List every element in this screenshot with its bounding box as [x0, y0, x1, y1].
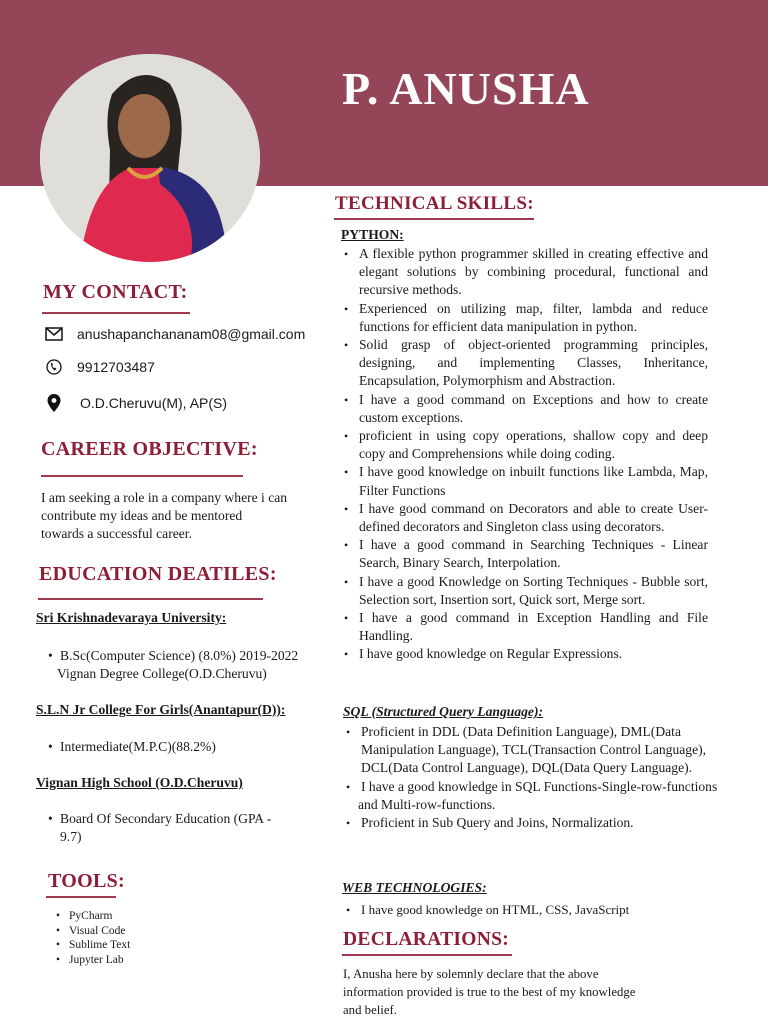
profile-photo — [40, 54, 260, 262]
web-skill-item: • I have good knowledge on HTML, CSS, JavaScript — [346, 901, 726, 919]
python-skill-list — [344, 245, 708, 664]
sql-subheading: SQL (Structured Query Language): — [343, 704, 544, 719]
contact-phone[interactable]: 9912703487 — [77, 359, 155, 375]
python-skill-item: • I have good knowledge on inbuilt functions like Lambda, Map, Filter Functions — [344, 463, 708, 499]
declarations-heading: DECLARATIONS: — [343, 929, 510, 950]
education-detail: • B.Sc(Computer Science) (8.0%) 2019-2022 Vignan Degree College(O.D.Cheruvu) — [60, 647, 340, 683]
python-skill-item: • I have good command on Decorators and able to create User-defined decorators and Singleton class using decorators. — [344, 500, 708, 536]
tool-item: • Visual Code — [56, 924, 130, 939]
mail-icon — [44, 324, 64, 344]
education-detail: • Board Of Secondary Education (GPA - 9.7) — [60, 810, 310, 846]
education-school: Sri Krishnadevaraya University: — [36, 610, 227, 625]
sql-skill-item: • Proficient in DDL (Data Definition Language), DML(Data Manipulation Language), TCL(Transaction Control Language), DCL(Data Control Language), DQL(Data Query Language). — [346, 723, 726, 778]
sql-skill-list — [346, 723, 726, 832]
contact-email[interactable]: anushapanchananam08@gmail.com — [77, 326, 306, 342]
declaration-text — [343, 965, 703, 1020]
education-line: Vignan Degree College(O.D.Cheruvu) — [57, 666, 267, 682]
skills-heading: TECHNICAL SKILLS: — [335, 193, 534, 214]
tools-heading-rule — [46, 896, 116, 898]
declarations-heading-rule — [342, 954, 512, 956]
education-detail: • Intermediate(M.P.C)(88.2%) — [60, 738, 340, 756]
education-line: Board Of Secondary Education (GPA - — [60, 811, 272, 826]
career-heading-rule — [41, 475, 243, 477]
python-subheading: PYTHON: — [341, 227, 404, 242]
candidate-name: P. ANUSHA — [342, 63, 590, 114]
sql-skill-item: • Proficient in Sub Query and Joins, Normalization. — [346, 814, 726, 832]
education-line: Intermediate(M.P.C)(88.2%) — [60, 739, 216, 754]
career-heading: CAREER OBJECTIVE: — [41, 438, 258, 460]
tool-item: • Sublime Text — [56, 938, 130, 953]
tool-item: • PyCharm — [56, 909, 130, 924]
declaration-line: information provided is true to the best of my knowledge — [343, 985, 636, 1000]
python-skill-item: • I have a good command on Exceptions and how to create custom exceptions. — [344, 391, 708, 427]
contact-phone-row — [44, 357, 155, 377]
education-line: B.Sc(Computer Science) (8.0%) 2019-2022 — [60, 648, 299, 663]
web-skill-list — [346, 901, 726, 919]
tools-list — [56, 909, 130, 967]
declaration-line: I, Anusha here by solemnly declare that the above — [343, 967, 599, 981]
education-school: Vignan High School (O.D.Cheruvu) — [36, 775, 243, 790]
career-line: towards a successful career. — [41, 526, 192, 542]
python-skill-item: • I have a good Knowledge on Sorting Techniques - Bubble sort, Selection sort, Insertion sort, Quick sort, Merge sort. — [344, 573, 708, 609]
sql-skill-continuation: and Multi-row-functions. — [358, 796, 496, 812]
python-skill-item: • Experienced on utilizing map, filter, lambda and reduce functions for efficient data manipulation in python. — [344, 300, 708, 336]
declaration-line: and belief. — [343, 1003, 398, 1018]
phone-icon — [44, 357, 64, 377]
career-line: contribute my ideas and be mentored — [41, 508, 243, 524]
location-pin-icon — [44, 393, 64, 413]
python-skill-item: • I have a good command in Searching Techniques - Linear Search, Binary Search, Interpolation. — [344, 536, 708, 572]
education-heading-rule — [38, 598, 263, 600]
career-objective-text — [41, 489, 341, 544]
tool-item: • Jupyter Lab — [56, 953, 130, 968]
python-skill-item: • proficient in using copy operations, shallow copy and deep copy and Comprehensions while doing coding. — [344, 427, 708, 463]
education-line: 9.7) — [60, 829, 82, 845]
python-skill-item: • I have a good command in Exception Handling and File Handling. — [344, 609, 708, 645]
career-line: I am seeking a role in a company where i can — [41, 490, 288, 505]
python-skill-item: • I have good knowledge on Regular Expressions. — [344, 645, 708, 663]
contact-heading: MY CONTACT: — [43, 281, 188, 303]
sql-skill-item: • I have a good knowledge in SQL Functions-Single-row-functions and Multi-row-functions. — [346, 778, 726, 814]
python-skill-item: • A flexible python programmer skilled in creating effective and elegant solutions by combining procedural, functional and recursive methods. — [344, 245, 708, 300]
contact-address: O.D.Cheruvu(M), AP(S) — [80, 395, 228, 411]
contact-email-row — [44, 324, 305, 344]
skills-heading-rule — [334, 218, 534, 220]
contact-address-row — [44, 393, 227, 413]
python-skill-item: • Solid grasp of object-oriented programming principles, designing, and implementing Classes, Inheritance, Encapsulation, Polymorphism and Abstraction. — [344, 336, 708, 391]
web-subheading: WEB TECHNOLOGIES: — [342, 880, 487, 895]
contact-heading-rule — [42, 312, 190, 314]
education-heading: EDUCATION DEATILES: — [39, 563, 277, 585]
education-school: S.L.N Jr College For Girls(Anantapur(D)): — [36, 702, 286, 717]
tools-heading: TOOLS: — [48, 870, 126, 892]
